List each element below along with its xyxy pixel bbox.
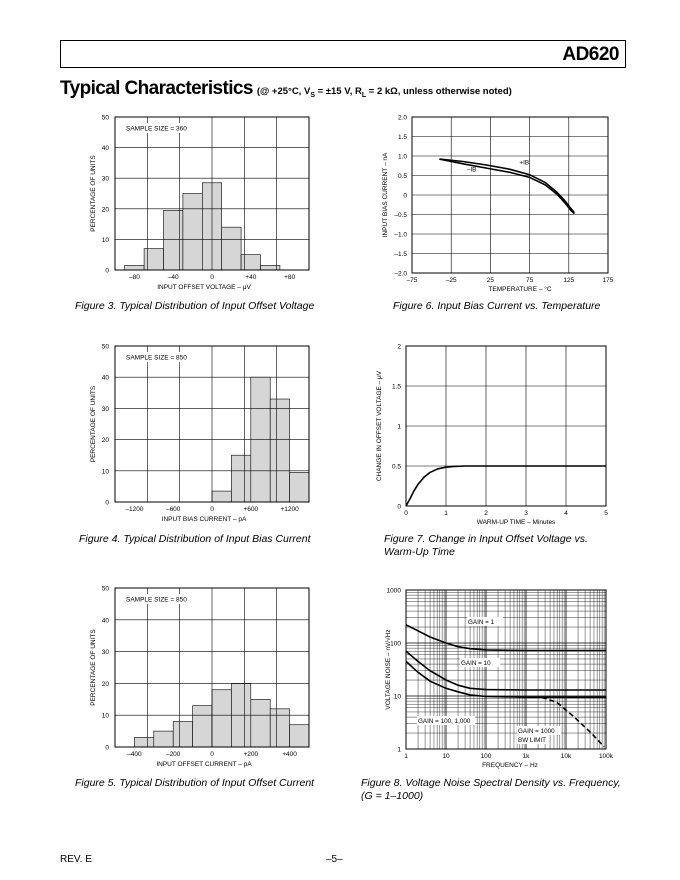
fig5-ytick-label: 50 (101, 585, 109, 593)
fig8-bw-limit-label: BW LIMIT (518, 737, 546, 744)
fig4-ytick-label: 10 (101, 468, 109, 476)
fig4-xtick-label: +1200 (280, 506, 299, 513)
fig3-sample-size-label: SAMPLE SIZE = 360 (126, 125, 187, 133)
fig7-series-0 (406, 466, 606, 506)
fig8-xtick-label: 1 (404, 753, 408, 760)
caption-fig3: Figure 3. Typical Distribution of Input Offset Voltage (75, 300, 315, 312)
fig6-ytick-label: 1.5 (397, 134, 407, 141)
fig6-ytick-label: –1.0 (394, 231, 407, 239)
caption-fig7-line2: Warm-Up Time (384, 546, 455, 558)
section-title: Typical Characteristics (60, 78, 253, 99)
fig3-ytick-label: 50 (101, 114, 109, 122)
fig5-xtick-label: +200 (243, 751, 259, 758)
fig8-series-2 (406, 661, 606, 697)
fig8-xtick-label: 1k (522, 753, 530, 760)
fig7-x-axis-label: WARM-UP TIME – Minutes (476, 519, 556, 526)
fig3-x-axis-label: INPUT OFFSET VOLTAGE – μV (157, 284, 251, 291)
fig4-xtick-label: –600 (165, 506, 181, 513)
fig4-bar-0 (212, 491, 231, 502)
fig5-bar-2 (173, 722, 192, 747)
fig3-ytick-label: 40 (101, 145, 109, 153)
fig5-ytick-label: 30 (101, 649, 109, 657)
fig5-bar-8 (290, 725, 309, 747)
fig3-xtick-label: 0 (210, 274, 214, 281)
fig5-ytick-label: 20 (101, 680, 109, 688)
fig4-xtick-label: –1200 (125, 506, 144, 513)
fig8-xtick-label: 10 (442, 753, 450, 760)
caption-fig7-line1: Figure 7. Change in Input Offset Voltage vs. (384, 533, 588, 545)
fig5-bar-1 (154, 731, 173, 747)
part-number: AD620 (562, 44, 619, 65)
fig5-ytick-label: 40 (101, 617, 109, 625)
fig7-ytick-label: 2 (397, 343, 401, 351)
fig6-ytick-label: –0.5 (394, 212, 407, 219)
fig7-ytick-label: 0 (397, 503, 401, 511)
fig8-gain-1-label: GAIN = 1 (468, 619, 495, 626)
fig6-x-axis-label: TEMPERATURE – °C (488, 286, 552, 293)
fig4-xtick-label: 0 (210, 506, 214, 513)
fig4-bar-3 (270, 399, 289, 502)
fig7-ytick-label: 1.5 (391, 383, 401, 391)
fig7-xtick-label: 0 (404, 510, 408, 517)
fig4-bar-1 (231, 455, 250, 502)
fig6-ytick-label: 2.0 (397, 114, 407, 122)
caption-fig5: Figure 5. Typical Distribution of Input Offset Current (75, 777, 315, 789)
fig8-series-0 (406, 625, 606, 651)
fig5-xtick-label: 0 (210, 751, 214, 758)
fig8-series-3 (542, 697, 604, 747)
fig4-ytick-label: 50 (101, 343, 109, 351)
fig6-series-label-plus-ib: +IB (519, 159, 530, 167)
fig5-sample-size-label: SAMPLE SIZE = 850 (126, 596, 187, 604)
fig3-bar-5 (222, 227, 241, 270)
fig8-gain-100-1000-label: GAIN = 100, 1,000 (418, 718, 471, 725)
fig3-ytick-label: 20 (101, 206, 109, 214)
fig8-xtick-label: 10k (560, 753, 572, 760)
caption-fig7 (384, 533, 588, 559)
fig7-xtick-label: 3 (524, 510, 528, 517)
fig8-ytick-label: 100 (390, 640, 401, 648)
fig3-ytick-label: 30 (101, 175, 109, 183)
fig7-xtick-label: 2 (484, 510, 488, 517)
fig6-xtick-label: –25 (445, 277, 457, 284)
footer-revision: REV. E (60, 854, 92, 865)
fig6-series-1 (439, 159, 574, 214)
fig6-ytick-label: 0 (403, 192, 407, 200)
fig6-ytick-label: –1.5 (394, 251, 407, 258)
fig5-y-axis-label: PERCENTAGE OF UNITS (90, 629, 97, 706)
fig4-ytick-label: 30 (101, 405, 109, 413)
fig5-xtick-label: +400 (282, 751, 297, 758)
fig6-series-label-minus-ib: –IB (466, 166, 477, 174)
caption-fig8 (361, 777, 621, 803)
fig6-xtick-label: 175 (602, 277, 614, 284)
fig6-series-0 (439, 159, 574, 213)
fig4-ytick-label: 20 (101, 437, 109, 445)
fig6-y-axis-label: INPUT BIAS CURRENT – nA (382, 152, 389, 238)
fig7-xtick-label: 5 (604, 510, 608, 517)
fig3-xtick-label: +40 (245, 274, 257, 281)
fig7-ytick-label: 0.5 (391, 463, 401, 471)
fig7-xtick-label: 1 (444, 510, 448, 517)
fig8-gain-1000-label: GAIN = 1000 (518, 728, 555, 735)
fig5-bar-4 (212, 690, 231, 747)
fig6-xtick-label: –75 (406, 277, 418, 284)
fig4-xtick-label: +600 (243, 506, 259, 513)
caption-fig8-line1: Figure 8. Voltage Noise Spectral Density vs. Frequency, (361, 777, 621, 789)
fig8-gain-10-label: GAIN = 10 (461, 660, 491, 667)
fig8-ytick-label: 10 (393, 693, 401, 701)
fig4-bar-4 (290, 472, 309, 502)
fig8-xtick-label: 100k (598, 753, 614, 760)
fig5-xtick-label: –400 (127, 751, 142, 758)
fig7-ytick-label: 1 (397, 423, 401, 431)
fig5-xtick-label: –200 (165, 751, 181, 758)
fig8-x-axis-label: FREQUENCY – Hz (482, 762, 538, 769)
fig3-ytick-label: 10 (101, 236, 109, 244)
fig4-x-axis-label: INPUT BIAS CURRENT – pA (161, 516, 247, 523)
fig7-xtick-label: 4 (564, 510, 568, 517)
fig6-ytick-label: 0.5 (397, 173, 407, 180)
fig3-ytick-label: 0 (105, 267, 109, 275)
fig3-bar-7 (261, 265, 280, 270)
fig6-ytick-label: –2.0 (394, 270, 407, 278)
fig4-y-axis-label: PERCENTAGE OF UNITS (90, 385, 97, 463)
fig4-ytick-label: 40 (101, 374, 109, 382)
fig5-bar-0 (134, 737, 153, 747)
caption-fig4: Figure 4. Typical Distribution of Input Bias Current (79, 533, 311, 545)
fig3-xtick-label: –80 (128, 274, 140, 281)
fig8-ytick-label: 1 (397, 746, 401, 754)
fig5-ytick-label: 0 (105, 744, 109, 752)
fig3-xtick-label: –40 (167, 274, 179, 281)
fig6-xtick-label: 25 (486, 277, 495, 284)
fig4-sample-size-label: SAMPLE SIZE = 850 (126, 354, 187, 362)
caption-fig6: Figure 6. Input Bias Current vs. Temperature (393, 300, 601, 312)
fig3-bar-0 (125, 265, 144, 270)
fig3-bar-6 (241, 255, 260, 270)
fig4-ytick-label: 0 (105, 499, 109, 507)
fig6-ytick-label: 1.0 (397, 153, 407, 161)
fig8-xtick-label: 100 (480, 753, 492, 760)
fig8-ytick-label: 1000 (386, 587, 401, 595)
fig8-y-axis-label: VOLTAGE NOISE – nV/√Hz (385, 629, 392, 710)
section-conditions: (@ +25°C, $V_S = \pm 15$ V, $R_L = 2$ kΩ, unless otherwise noted) (256, 86, 512, 99)
fig5-bar-6 (251, 699, 270, 747)
fig6-xtick-label: 125 (563, 277, 575, 284)
fig3-bar-1 (144, 249, 163, 270)
caption-fig8-line2: (G = 1–1000) (361, 790, 424, 802)
fig5-ytick-label: 10 (101, 712, 109, 720)
fig8-frame (406, 590, 606, 749)
fig3-bar-2 (164, 210, 183, 270)
fig5-x-axis-label: INPUT OFFSET CURRENT – pA (156, 761, 252, 768)
fig5-bar-3 (193, 706, 212, 747)
fig6-xtick-label: 75 (525, 277, 534, 284)
fig7-y-axis-label: CHANGE IN OFFSET VOLTAGE – μV (376, 370, 383, 482)
footer-page-number: –5– (326, 854, 343, 865)
fig3-xtick-label: +80 (284, 274, 296, 281)
fig5-bar-7 (270, 709, 289, 747)
fig3-y-axis-label: PERCENTAGE OF UNITS (90, 155, 97, 232)
fig3-bar-3 (183, 194, 202, 271)
